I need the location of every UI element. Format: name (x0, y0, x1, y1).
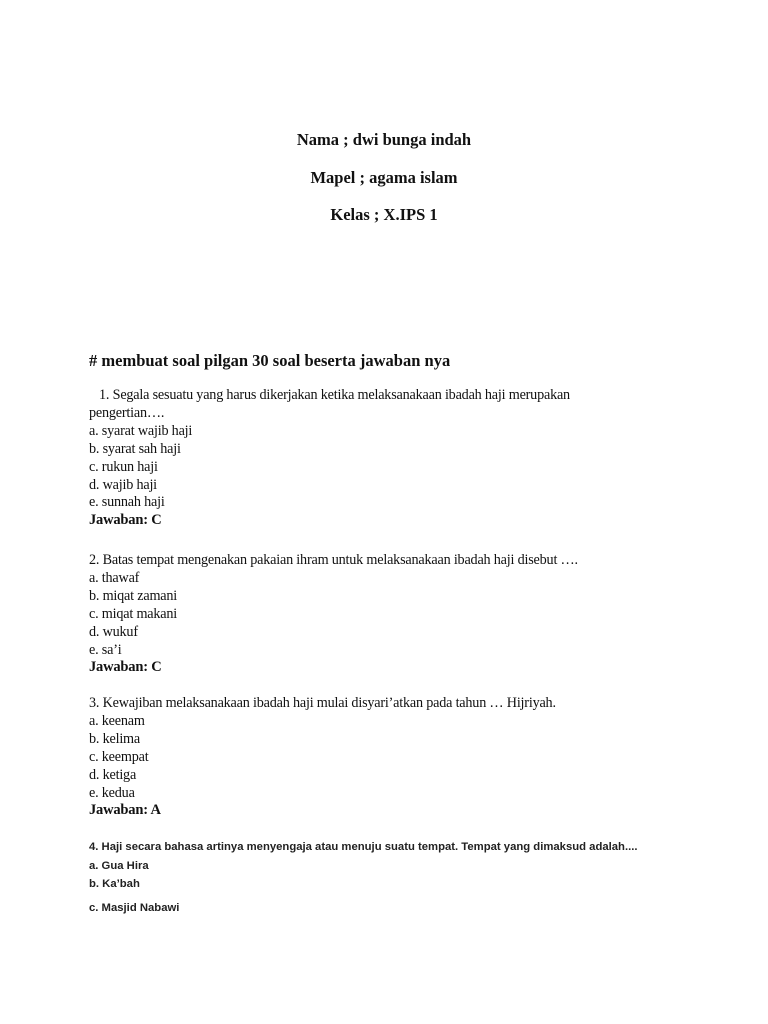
option: c. rukun haji (89, 458, 158, 475)
question-text: 1. Segala sesuatu yang harus dikerjakan ketika melaksanakaan ibadah haji merupakan (89, 387, 570, 403)
option: e. kedua (89, 784, 135, 801)
question-1 (89, 387, 570, 530)
section-heading: # membuat soal pilgan 30 soal beserta jawaban nya (89, 351, 451, 370)
option: a. syarat wajib haji (89, 422, 193, 439)
option: e. sa’i (89, 641, 122, 658)
option: e. sunnah haji (89, 494, 165, 511)
question-text: 3. Kewajiban melaksanakaan ibadah haji mulai disyari’atkan pada tahun … Hijriyah. (89, 695, 556, 711)
answer: Jawaban: C (89, 512, 162, 529)
option: d. wukuf (89, 623, 138, 640)
option: d. ketiga (89, 766, 137, 783)
answer: Jawaban: C (89, 659, 162, 676)
option: d. wajib haji (89, 476, 157, 493)
option: b. kelima (89, 730, 140, 747)
option: c. Masjid Nabawi (89, 902, 180, 915)
option: b. Ka’bah (89, 878, 140, 891)
question-4 (89, 841, 638, 921)
question-3 (89, 695, 556, 820)
question-2 (89, 552, 578, 677)
option: b. miqat zamani (89, 587, 178, 604)
question-text: 2. Batas tempat mengenakan pakaian ihram untuk melaksanakaan ibadah haji disebut …. (89, 552, 578, 568)
option: a. Gua Hira (89, 859, 149, 872)
student-name: Nama ; dwi bunga indah (296, 130, 472, 149)
question-text: 4. Haji secara bahasa artinya menyengaja atau menuju suatu tempat. Tempat yang dimaksud adalah.... (89, 841, 638, 853)
option: c. keempat (89, 748, 149, 765)
class: Kelas ; X.IPS 1 (330, 205, 438, 224)
option: a. thawaf (89, 569, 140, 586)
question-text: pengertian…. (89, 404, 165, 421)
answer: Jawaban: A (89, 802, 161, 819)
subject: Mapel ; agama islam (310, 168, 458, 187)
option: b. syarat sah haji (89, 440, 181, 457)
option: a. keenam (89, 712, 145, 729)
option: c. miqat makani (89, 605, 178, 622)
